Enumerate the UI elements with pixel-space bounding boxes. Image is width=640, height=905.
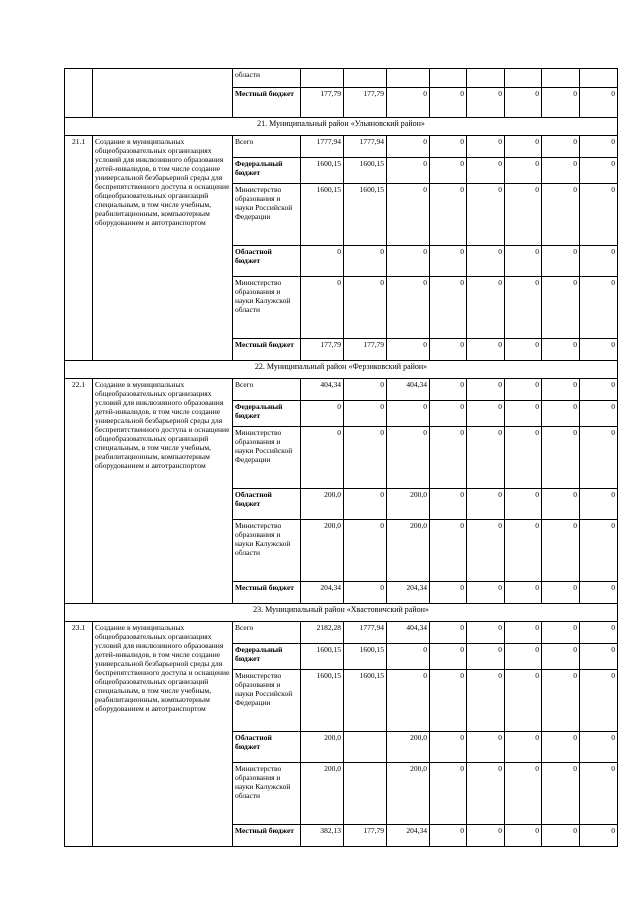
amount-cell: 0 — [580, 644, 618, 670]
funding-source-label: Областной бюджет — [233, 489, 301, 520]
amount-cell: 0 — [430, 520, 467, 582]
amount-cell: 0 — [580, 277, 618, 339]
amount-cell — [467, 69, 505, 88]
amount-cell: 0 — [505, 401, 542, 427]
funding-source-label: Всего — [233, 136, 301, 158]
amount-cell — [580, 69, 618, 88]
amount-cell: 0 — [580, 763, 618, 825]
amount-cell: 177,79 — [344, 88, 387, 118]
section-title: 22. Муниципальный район «Ферзиковский район» — [65, 361, 618, 379]
amount-cell: 0 — [387, 246, 430, 277]
amount-cell: 0 — [430, 427, 467, 489]
amount-cell — [344, 69, 387, 88]
amount-cell — [430, 69, 467, 88]
amount-cell: 200,0 — [387, 489, 430, 520]
amount-cell: 0 — [344, 277, 387, 339]
amount-cell: 0 — [467, 520, 505, 582]
table-row — [65, 69, 618, 88]
funding-source-label: Министерство образования и науки Калужской области — [233, 520, 301, 582]
amount-cell: 382,13 — [301, 825, 344, 847]
funding-source-label: Областной бюджет — [233, 732, 301, 763]
amount-cell: 0 — [542, 184, 580, 246]
amount-cell: 0 — [505, 520, 542, 582]
amount-cell: 0 — [505, 644, 542, 670]
amount-cell: 0 — [542, 379, 580, 401]
amount-cell: 0 — [430, 379, 467, 401]
funding-source-label: Министерство образования и науки Калужской области — [233, 277, 301, 339]
amount-cell: 0 — [505, 763, 542, 825]
amount-cell: 0 — [467, 622, 505, 644]
amount-cell: 0 — [301, 277, 344, 339]
amount-cell: 0 — [505, 339, 542, 361]
funding-source-label: Всего — [233, 622, 301, 644]
amount-cell: 0 — [301, 246, 344, 277]
amount-cell: 0 — [505, 825, 542, 847]
amount-cell: 0 — [467, 644, 505, 670]
amount-cell: 0 — [387, 158, 430, 184]
amount-cell: 0 — [542, 246, 580, 277]
amount-cell: 0 — [430, 622, 467, 644]
funding-source-label: Министерство образования и науки Российской Федерации — [233, 670, 301, 732]
section-title: 23. Муниципальный район «Хвастовичский район» — [65, 604, 618, 622]
activity-description — [93, 69, 233, 118]
funding-source-label: области — [233, 69, 301, 88]
funding-source-label: Местный бюджет — [233, 582, 301, 604]
amount-cell: 0 — [580, 520, 618, 582]
activity-description: Создание в муниципальных общеобразовательных организациях условий для инклюзивного образования детей-инвалидов, в том числе создание универсальной безбарьерной среды для беспрепятственного доступа и оснащение общеобразовательных организаций специальным, в том числе учебным, реабилитационным, компьютерным оборудованием и автотранспортом — [93, 622, 233, 847]
table-row — [65, 136, 618, 158]
amount-cell: 200,0 — [301, 520, 344, 582]
amount-cell: 0 — [430, 825, 467, 847]
row-number-cell: 21.1 — [65, 136, 93, 361]
activity-description: Создание в муниципальных общеобразовательных организациях условий для инклюзивного образования детей-инвалидов, в том числе создание универсальной безбарьерной среды для беспрепятственного доступа и оснащение общеобразовательных организаций специальным, в том числе учебным, реабилитационным, компьютерным оборудованием и автотранспортом — [93, 379, 233, 604]
budget-table — [64, 68, 618, 847]
amount-cell: 0 — [467, 427, 505, 489]
amount-cell: 0 — [430, 136, 467, 158]
amount-cell: 0 — [344, 379, 387, 401]
amount-cell: 0 — [580, 825, 618, 847]
amount-cell: 0 — [542, 520, 580, 582]
funding-source-label: Местный бюджет — [233, 88, 301, 118]
table-row — [65, 379, 618, 401]
amount-cell: 1600,15 — [301, 184, 344, 246]
amount-cell: 0 — [430, 277, 467, 339]
amount-cell: 0 — [387, 401, 430, 427]
amount-cell — [387, 69, 430, 88]
amount-cell: 0 — [505, 489, 542, 520]
amount-cell: 0 — [580, 136, 618, 158]
funding-source-label: Министерство образования и науки Российской Федерации — [233, 184, 301, 246]
amount-cell: 0 — [344, 582, 387, 604]
amount-cell: 0 — [580, 88, 618, 118]
amount-cell: 0 — [542, 825, 580, 847]
amount-cell: 0 — [344, 489, 387, 520]
amount-cell: 0 — [542, 670, 580, 732]
amount-cell: 0 — [505, 246, 542, 277]
amount-cell: 0 — [505, 622, 542, 644]
funding-source-label: Министерство образования и науки Калужской области — [233, 763, 301, 825]
amount-cell — [542, 69, 580, 88]
amount-cell: 0 — [430, 339, 467, 361]
amount-cell: 0 — [505, 184, 542, 246]
amount-cell: 0 — [505, 379, 542, 401]
amount-cell: 204,34 — [301, 582, 344, 604]
amount-cell: 404,34 — [387, 622, 430, 644]
amount-cell: 0 — [505, 136, 542, 158]
amount-cell: 0 — [505, 88, 542, 118]
amount-cell: 1600,15 — [344, 158, 387, 184]
amount-cell: 0 — [430, 644, 467, 670]
activity-description: Создание в муниципальных общеобразовательных организациях условий для инклюзивного образования детей-инвалидов, в том числе создание универсальной безбарьерной среды для беспрепятственного доступа и оснащение общеобразовательных организаций специальным, в том числе учебным, реабилитационным, компьютерным оборудованием и автотранспортом — [93, 136, 233, 361]
funding-source-label: Всего — [233, 379, 301, 401]
amount-cell: 0 — [467, 825, 505, 847]
amount-cell: 2182,28 — [301, 622, 344, 644]
amount-cell: 0 — [505, 732, 542, 763]
amount-cell: 200,0 — [387, 520, 430, 582]
amount-cell: 0 — [542, 427, 580, 489]
amount-cell: 0 — [580, 379, 618, 401]
amount-cell: 0 — [580, 184, 618, 246]
section-title: 21. Муниципальный район «Ульяновский район» — [65, 118, 618, 136]
amount-cell: 0 — [542, 158, 580, 184]
amount-cell: 0 — [580, 582, 618, 604]
table-body — [65, 69, 618, 847]
amount-cell: 1600,15 — [344, 644, 387, 670]
amount-cell: 0 — [430, 670, 467, 732]
amount-cell: 0 — [430, 246, 467, 277]
amount-cell: 0 — [505, 670, 542, 732]
funding-source-label: Министерство образования и науки Российской Федерации — [233, 427, 301, 489]
amount-cell: 0 — [542, 732, 580, 763]
amount-cell: 1600,15 — [301, 670, 344, 732]
amount-cell: 177,79 — [344, 825, 387, 847]
amount-cell: 0 — [430, 158, 467, 184]
amount-cell: 404,34 — [387, 379, 430, 401]
amount-cell: 0 — [467, 339, 505, 361]
amount-cell: 0 — [580, 246, 618, 277]
amount-cell: 1600,15 — [344, 184, 387, 246]
funding-source-label: Местный бюджет — [233, 339, 301, 361]
amount-cell: 177,79 — [301, 88, 344, 118]
amount-cell: 0 — [542, 763, 580, 825]
amount-cell: 0 — [467, 379, 505, 401]
amount-cell: 0 — [467, 732, 505, 763]
amount-cell: 0 — [505, 277, 542, 339]
section-header-row — [65, 361, 618, 379]
amount-cell: 0 — [467, 277, 505, 339]
amount-cell: 200,0 — [387, 763, 430, 825]
amount-cell: 200,0 — [301, 489, 344, 520]
amount-cell: 0 — [430, 763, 467, 825]
amount-cell: 0 — [387, 670, 430, 732]
amount-cell: 0 — [430, 184, 467, 246]
amount-cell: 0 — [344, 401, 387, 427]
amount-cell: 0 — [430, 732, 467, 763]
amount-cell: 0 — [430, 489, 467, 520]
amount-cell: 0 — [387, 136, 430, 158]
amount-cell: 0 — [467, 88, 505, 118]
amount-cell: 0 — [387, 644, 430, 670]
funding-source-label: Местный бюджет — [233, 825, 301, 847]
amount-cell: 0 — [430, 582, 467, 604]
amount-cell: 0 — [580, 427, 618, 489]
amount-cell: 0 — [467, 401, 505, 427]
amount-cell: 1600,15 — [301, 158, 344, 184]
amount-cell: 177,79 — [344, 339, 387, 361]
amount-cell: 0 — [580, 732, 618, 763]
amount-cell: 0 — [580, 489, 618, 520]
amount-cell: 1777,94 — [301, 136, 344, 158]
amount-cell: 0 — [580, 401, 618, 427]
amount-cell: 0 — [467, 489, 505, 520]
amount-cell — [505, 69, 542, 88]
amount-cell: 404,34 — [301, 379, 344, 401]
amount-cell: 0 — [467, 246, 505, 277]
amount-cell: 1600,15 — [301, 644, 344, 670]
amount-cell: 1777,94 — [344, 136, 387, 158]
amount-cell: 0 — [580, 339, 618, 361]
amount-cell: 177,79 — [301, 339, 344, 361]
amount-cell: 0 — [580, 670, 618, 732]
amount-cell: 0 — [301, 401, 344, 427]
amount-cell: 0 — [542, 277, 580, 339]
funding-source-label: Областной бюджет — [233, 246, 301, 277]
amount-cell: 0 — [467, 158, 505, 184]
amount-cell: 0 — [542, 339, 580, 361]
amount-cell: 1777,94 — [344, 622, 387, 644]
amount-cell: 0 — [387, 427, 430, 489]
amount-cell: 0 — [344, 427, 387, 489]
amount-cell: 0 — [542, 136, 580, 158]
row-number-cell — [65, 69, 93, 118]
amount-cell: 0 — [580, 622, 618, 644]
funding-source-label: Федеральный бюджет — [233, 401, 301, 427]
amount-cell: 0 — [505, 582, 542, 604]
amount-cell: 0 — [467, 670, 505, 732]
amount-cell: 200,0 — [301, 732, 344, 763]
amount-cell: 0 — [387, 339, 430, 361]
amount-cell: 0 — [344, 520, 387, 582]
amount-cell: 200,0 — [301, 763, 344, 825]
amount-cell: 0 — [542, 622, 580, 644]
amount-cell: 0 — [542, 644, 580, 670]
funding-source-label: Федеральный бюджет — [233, 158, 301, 184]
amount-cell — [301, 69, 344, 88]
amount-cell: 0 — [344, 246, 387, 277]
funding-source-label: Федеральный бюджет — [233, 644, 301, 670]
amount-cell: 0 — [505, 158, 542, 184]
amount-cell: 204,34 — [387, 825, 430, 847]
amount-cell: 0 — [580, 158, 618, 184]
row-number-cell: 22.1 — [65, 379, 93, 604]
amount-cell: 0 — [430, 88, 467, 118]
amount-cell: 0 — [542, 401, 580, 427]
amount-cell: 0 — [542, 489, 580, 520]
table-row — [65, 622, 618, 644]
row-number-cell: 23.1 — [65, 622, 93, 847]
amount-cell: 1600,15 — [344, 670, 387, 732]
section-header-row — [65, 118, 618, 136]
amount-cell: 204,34 — [387, 582, 430, 604]
amount-cell: 0 — [542, 582, 580, 604]
amount-cell — [344, 763, 387, 825]
amount-cell: 0 — [467, 136, 505, 158]
amount-cell: 0 — [505, 427, 542, 489]
amount-cell: 0 — [467, 763, 505, 825]
section-header-row — [65, 604, 618, 622]
amount-cell: 0 — [387, 277, 430, 339]
amount-cell: 0 — [387, 88, 430, 118]
amount-cell: 0 — [467, 582, 505, 604]
amount-cell: 0 — [387, 184, 430, 246]
amount-cell: 0 — [467, 184, 505, 246]
amount-cell: 0 — [542, 88, 580, 118]
amount-cell: 0 — [301, 427, 344, 489]
amount-cell — [344, 732, 387, 763]
amount-cell: 200,0 — [387, 732, 430, 763]
amount-cell: 0 — [430, 401, 467, 427]
